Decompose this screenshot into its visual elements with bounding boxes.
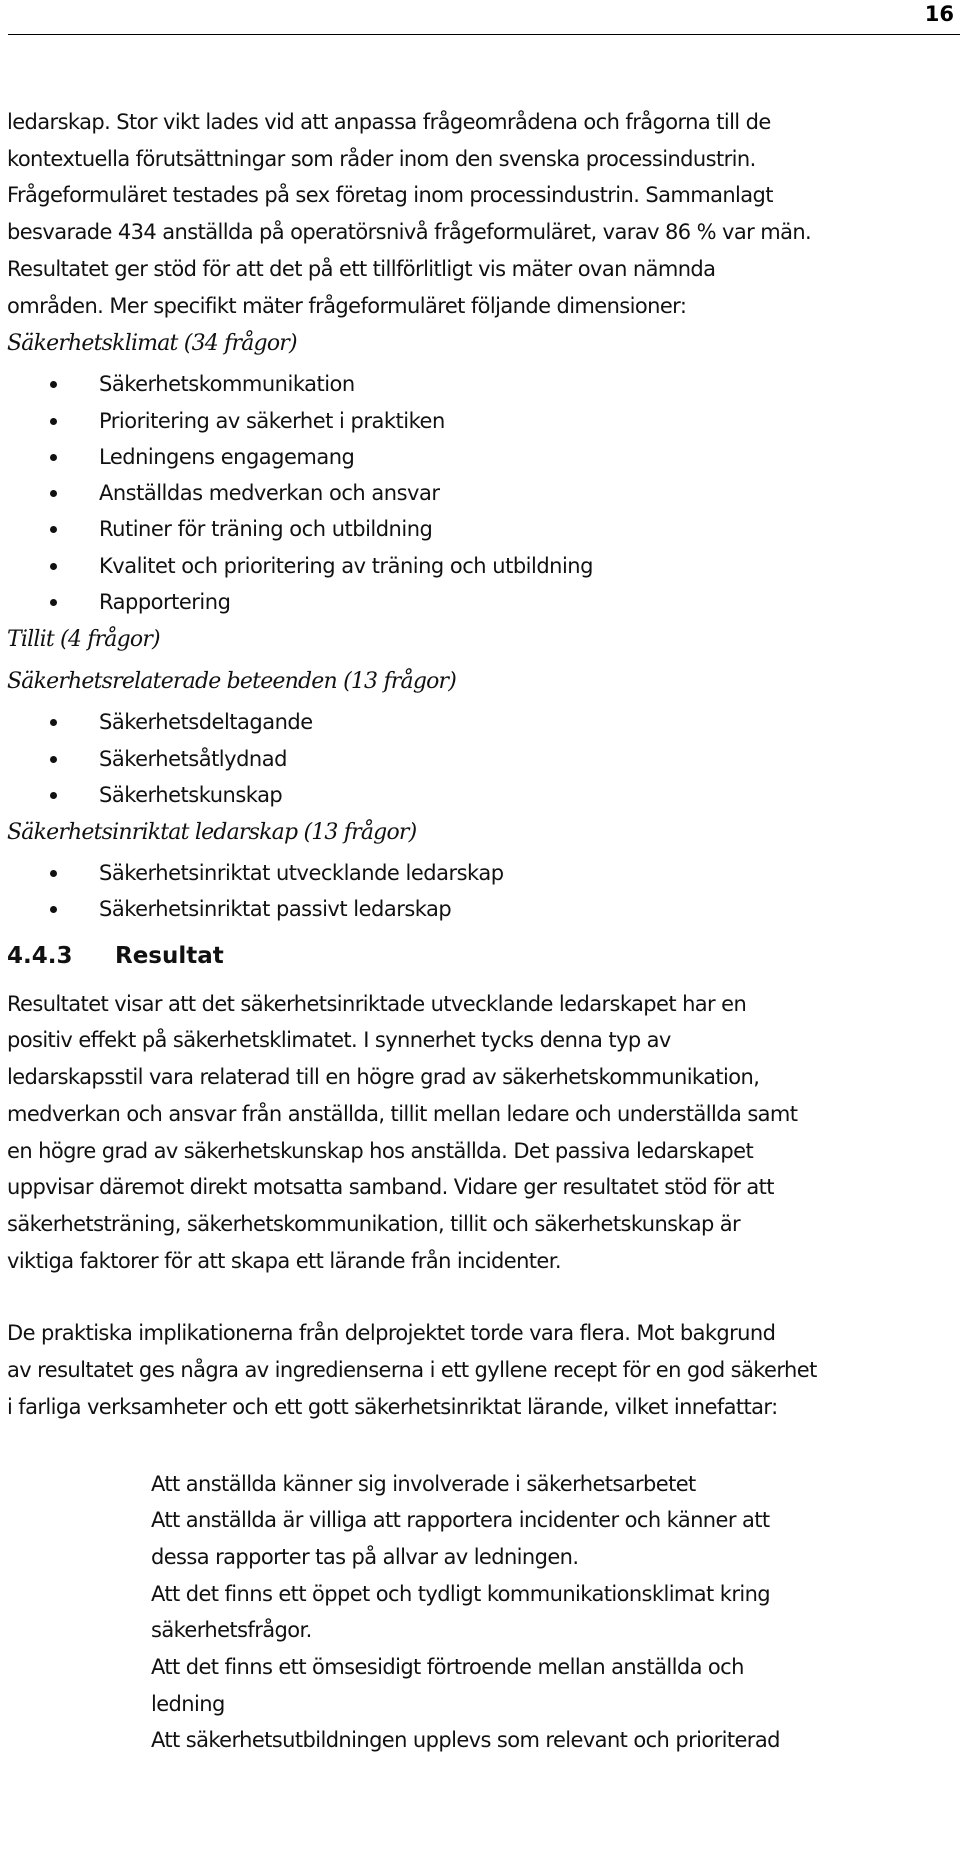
list-item: Säkerhetskunskap	[7, 777, 955, 813]
list-item: Kvalitet och prioritering av träning och utbildning	[7, 548, 955, 584]
list-item: Anställdas medverkan och ansvar	[7, 475, 955, 511]
list-item: Rapportering	[7, 584, 955, 620]
page-header	[8, 0, 960, 35]
list-item: Att det finns ett öppet och tydligt kommunikationsklimat kring säkerhetsfrågor.	[151, 1581, 771, 1643]
category-list	[7, 366, 955, 620]
category-heading: Säkerhetsrelaterade beteenden (13 frågor)	[7, 669, 457, 695]
list-item: Att det finns ett ömsesidigt förtroende mellan anställda och ledning	[151, 1655, 744, 1716]
page-number: 16	[924, 2, 954, 26]
list-item: Säkerhetsåtlydnad	[7, 741, 955, 777]
list-item: Att anställda känner sig involverade i säkerhetsarbetet	[151, 1471, 696, 1496]
list-item: Prioritering av säkerhet i praktiken	[7, 403, 955, 439]
category-list	[7, 855, 955, 928]
page-content	[7, 104, 955, 1759]
category-list	[7, 704, 955, 813]
list-item: Säkerhetskommunikation	[7, 366, 955, 402]
section-heading	[7, 938, 955, 974]
category-heading: Säkerhetsinriktat ledarskap (13 frågor)	[7, 820, 417, 846]
result-paragraph: Resultatet visar att det säkerhetsinriktade utvecklande ledarskapet har en positiv effekt på säkerhetsklimatet. I synnerhet tycks denna typ av ledarskapsstil vara relaterad till en högre grad av säkerhetskommunikation, medverkan och ansvar från anställda, tillit mellan ledare och underställda samt en högre grad av säkerhetskunskap hos anställda. Det passiva ledarskapet uppvisar däremot direkt motsatta samband. Vidare ger resultatet stöd för att säkerhetsträning, säkerhetskommunikation, tillit och säkerhetskunskap är viktiga faktorer för att skapa ett lärande från incidenter.	[7, 991, 798, 1273]
recipe-list	[7, 1466, 955, 1760]
category-heading: Tillit (4 frågor)	[7, 627, 160, 653]
intro-paragraph: ledarskap. Stor vikt lades vid att anpassa frågeområdena och frågorna till de kontextuella förutsättningar som råder inom den svenska processindustrin. Frågeformuläret testades på sex företag inom processindustrin. Sammanlagt besvarade 434 anställda på operatörsnivå frågeformuläret, varav 86 % var män. Resultatet ger stöd för att det på ett tillförlitligt vis mäter ovan nämnda områden. Mer specifikt mäter frågeformuläret följande dimensioner:	[7, 110, 812, 318]
category-heading: Säkerhetsklimat (34 frågor)	[7, 331, 297, 357]
list-item: Ledningens engagemang	[7, 439, 955, 475]
list-item: Rutiner för träning och utbildning	[7, 511, 955, 547]
section-title: Resultat	[115, 942, 224, 969]
list-item: Att anställda är villiga att rapportera incidenter och känner att dessa rapporter tas på allvar av ledningen.	[151, 1508, 770, 1569]
list-item: Säkerhetsdeltagande	[7, 704, 955, 740]
list-item: Säkerhetsinriktat utvecklande ledarskap	[7, 855, 955, 891]
list-item: Att säkerhetsutbildningen upplevs som relevant och prioriterad	[151, 1728, 780, 1753]
paragraph-gap	[7, 1426, 955, 1466]
implications-paragraph: De praktiska implikationerna från delprojektet torde vara flera. Mot bakgrund av resultatet ges några av ingredienserna i ett gyllene recept för en god säkerhet i farliga verksamheter och ett gott säkerhetsinriktat lärande, vilket innefattar:	[7, 1321, 817, 1419]
paragraph-gap	[7, 1279, 955, 1315]
list-item: Säkerhetsinriktat passivt ledarskap	[7, 891, 955, 927]
section-number: 4.4.3	[7, 942, 73, 969]
